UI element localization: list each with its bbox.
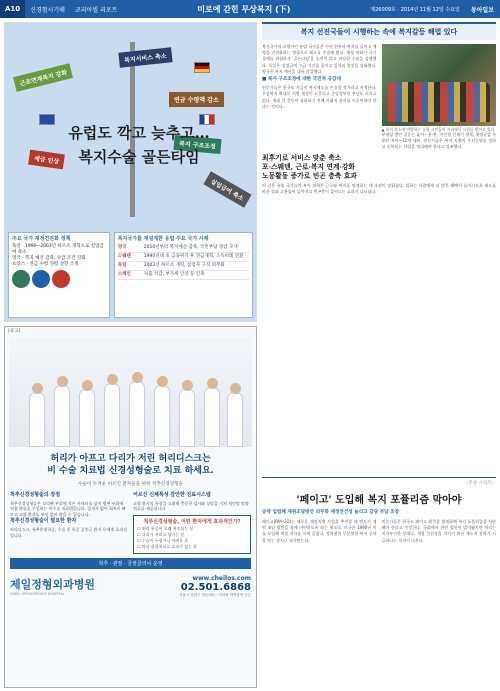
newspaper-brand: 동아일보 <box>470 6 494 14</box>
germany-flag-icon <box>194 62 210 73</box>
bubble-icon <box>12 270 30 288</box>
case-table-title: 복지국가를 재설계한 유럽 주요 국가 사례 <box>117 236 209 242</box>
issue-meta: 제26009호 · 2014년 11월 12일 수요일 <box>370 6 460 13</box>
article-paragraph: 이 같은 유럽 국가들의 복지 개혁은 근로와 복지를 연계하는 데 초점이 맞춰졌다. 일하는 사람에게 더 많은 혜택이 돌아가도록 제도를 바꾼 결과 고용률이 높아지고 빈곤층이 줄어드는 효과가 나타났다. <box>262 182 496 194</box>
bubble-icon <box>52 270 70 288</box>
ad-subtitle: 수술이 두려운 어르신 환자들을 위한 척추신경성형술 <box>78 482 183 487</box>
ad-headline-line: 허리가 아프고 다리가 저린 허리디스크는 <box>50 454 211 464</box>
article-headline-2 <box>262 154 496 181</box>
sign-restructure: 복지 구조조정 <box>173 135 221 154</box>
contact-block <box>99 575 251 598</box>
country-cell: 스페인 <box>117 272 131 277</box>
bubble-icon <box>32 270 50 288</box>
ad-column-head: 척추신경성형술의 장점 <box>10 492 61 498</box>
policy-item: 프랑스 · 연금 수령 연령 상향 조정 <box>12 262 79 267</box>
page-number: A10 <box>0 0 25 18</box>
policy-item: 영국 · 복지 예산 감축, 수급 조건 강화 <box>12 256 86 261</box>
article-paragraph: 페이고(PAY-GO)는 새로운 재정지출 사업을 추진할 때 반드시 재원 조달 방안을 함께 마련하도록 하는 제도다. 미국은 1990년 이를 도입해 재정 적자를 크게 줄였다. 정치권의 무분별한 복지 공약을 막는 장치로 평가받는다. <box>262 519 377 543</box>
country-cell: 영국 <box>117 245 127 250</box>
sign-tax-raise: 세금 인상 <box>28 150 65 170</box>
ad-column <box>133 491 251 554</box>
feature-info-boxes <box>8 232 253 318</box>
hospital-name: 제일정형외과병원 <box>10 578 96 592</box>
policy-cell: 2010년부터 복지예산 감축, 국민부담 경감 모색 <box>143 245 238 250</box>
article-paragraph: 부정당 쌓인 질문는 늦어 · 용·봉, 이민정 신제기 개혁, 재정균감 사용인 차단~11개 대비. 전문가들은 복지 지출의 우선순위를 정하고 중복되는 사업을 정리해야 한다고 강조했다. <box>381 132 496 150</box>
checklist-item: ☐ 허리 통증이 오래 지속되는 분 <box>137 525 194 531</box>
headline-line: 노동활동 증가로 빈곤 층축 효과 <box>262 171 357 180</box>
ad-headline <box>5 453 256 477</box>
ad-column <box>10 491 128 554</box>
article-subhead: ■ 복지 구조조정에 대한 국민적 공감대 <box>262 77 341 83</box>
ad-paragraph: 척추신경성형술은 꼬리뼈 부위에 작은 카테터를 넣어 병변 부위에 직접 약물을 주입하는 비수술 치료법입니다. 절개가 없어 회복이 빠르고 고령 환자도 부담 없이 받을 수 있습니다. <box>10 500 126 517</box>
ad-footer-banner: 척추 · 관절 · 골절클리닉 운영 <box>10 558 251 569</box>
checklist-item: ☐ 수술이 두렵거나 어려운 분 <box>137 537 189 543</box>
sign-service-cut: 복지서비스 축소 <box>118 47 172 67</box>
uk-flag-icon <box>39 114 55 125</box>
hospital-website[interactable]: www.cheilos.com <box>192 574 251 582</box>
hospital-address: 서울시 강남구 영동대로 · 지하철 학여울역 인근 <box>178 592 251 597</box>
case-table-box <box>114 232 253 318</box>
ad-checklist-box <box>133 515 251 554</box>
checklist-title: 척추신경성형술, 어떤 환자에게 효과적인가? <box>143 518 241 525</box>
article-intro: 공약 입법해 재원조달방안 의무화 재정전건성 늘리고 감당 부담 조장 <box>262 510 400 515</box>
ad-paragraph: 고령 환자의 특성을 고려해 충분한 검사와 상담을 거쳐 개인별 맞춤 치료를 제공합니다. <box>133 500 249 512</box>
doctors-photo <box>9 337 252 447</box>
country-cell: 스웨덴 <box>117 254 131 259</box>
table-row <box>118 262 249 271</box>
hospital-name-en: CHEIL ORTHOPEDICS HOSPITAL <box>10 592 65 597</box>
headline-line-2: 복지수술 골든타임 <box>78 148 200 166</box>
hospital-advertisement <box>4 326 257 688</box>
right-bottom-article <box>262 475 496 544</box>
series-title: 미로에 갇힌 무상복지 (下) <box>197 4 291 14</box>
byline: 〈무상 시리즈〉 <box>463 481 496 486</box>
table-row <box>118 244 249 253</box>
protest-photo <box>382 44 497 126</box>
article-paragraph: 전문가들은 한국도 지금이 복지제도를 손질할 적기라고 지적한다. 무상복지 확대로 지방 재정이 고갈되고 중앙정부의 부담도 커지고 있다. 세대 간 갈등이 심화되기 전에 사회적 합의를 이끌어내야 한다는 것이다. <box>262 85 377 109</box>
divider <box>262 477 496 478</box>
policy-item: 독일 · 1990~2003년 하르츠 개혁으로 실업급여 축소 <box>12 244 104 255</box>
ad-body <box>5 491 256 554</box>
policy-box <box>8 232 110 318</box>
ad-paragraph: 허리디스크, 척추관협착증, 수술 후 통증 증후군 환자 등에게 효과적입니다. <box>10 526 128 538</box>
article-column <box>382 44 497 151</box>
bubble-row <box>12 270 106 288</box>
table-row <box>118 253 249 262</box>
page-header <box>0 0 500 18</box>
hospital-phone: 02.501.6868 <box>180 581 251 593</box>
sub-section-label: 코리아빌 리포트 <box>74 6 118 14</box>
article-column <box>262 44 377 151</box>
ad-footer <box>5 573 256 600</box>
article-paragraph: 전문가들은 한국도 페이고 원칙을 법제화해 복지 포퓰리즘을 차단해야 한다고 주장한다. 국회에서 관련 법안이 발의됐지만 처리는 지지부진한 상태다. 재정 건전성을 지키기 위한 제도적 장치가 시급하다는 지적이 나온다. <box>381 519 496 543</box>
country-cell: 독일 <box>117 263 127 268</box>
article-banner: 복지 선진국들이 시행하는 속에 복지갈등 해법 있다 <box>262 22 496 40</box>
photo-caption: ▲ 복지 축소에 반발하는 유럽 시민들이 거리에서 시위를 벌이고 있다. <box>381 127 496 132</box>
section-title: '페이고' 도입해 복지 포퓰리즘 막아야 <box>296 495 462 506</box>
article-columns <box>262 44 496 151</box>
sign-pension-cut: 연금 수령액 감소 <box>169 92 224 107</box>
feature-graphic <box>4 22 257 322</box>
policy-box-title: 주요 국가 재정건전화 정책 <box>12 236 71 242</box>
ad-tag: [광고] <box>8 329 21 334</box>
right-top-article <box>262 22 496 195</box>
headline-line-1: 유럽도 깍고 늦추고… <box>68 124 210 142</box>
sign-unemployment-cut: 실업급여 축소 <box>203 171 251 207</box>
checklist-item: ☐ 약물·물리치료로 효과가 없는 분 <box>137 543 198 549</box>
headline-line: 최후기로 서비스 맞춘 축소 <box>262 153 342 162</box>
headline-line: 포·스웨덴, 근로·복지 연계·강화 <box>262 162 355 171</box>
ad-column-head: 척추신경성형술이 필요한 환자 <box>10 518 77 525</box>
policy-cell: 2003년 하르츠 개혁, 실업자 구직 의무화 <box>143 263 225 268</box>
ad-column-head: 어르신 신체특성 감안한 진료시스템 <box>133 492 211 498</box>
section-label: 신경험시기해 <box>30 6 65 14</box>
policy-cell: 지출 삭감, 부가세 인상 등 긴축 <box>143 272 205 277</box>
policy-cell: 1990년대 초 금융위기 후 연금개혁, 소득비례 전환 <box>143 254 244 259</box>
article-paragraph: 복지국가의 모델이던 유럽 국가들은 수년 전부터 복지를 줄이고 재정을 건전화하는 방향으로 제도를 손질해 왔다. 재정 악화가 국가 경제를 위협하자 '골든타임'을 놓치지 않고 과감한 수술을 감행했다. 독일은 실업급여 수급 기간을 줄이고 일자리 알선을 강화했다. 영국은 복지 예산을 대폭 삭감했다. <box>262 44 377 74</box>
article-columns <box>262 519 496 544</box>
ad-headline-line: 비 수술 치료법 신경성형술로 치료 하세요. <box>47 466 214 476</box>
sign-welfare-work: 근로연계복지 강화 <box>13 63 73 92</box>
checklist-item: ☐ 다리가 저리고 당기는 분 <box>137 531 185 537</box>
hospital-logo <box>10 576 95 596</box>
table-row <box>118 271 249 280</box>
feature-headline <box>59 122 219 167</box>
